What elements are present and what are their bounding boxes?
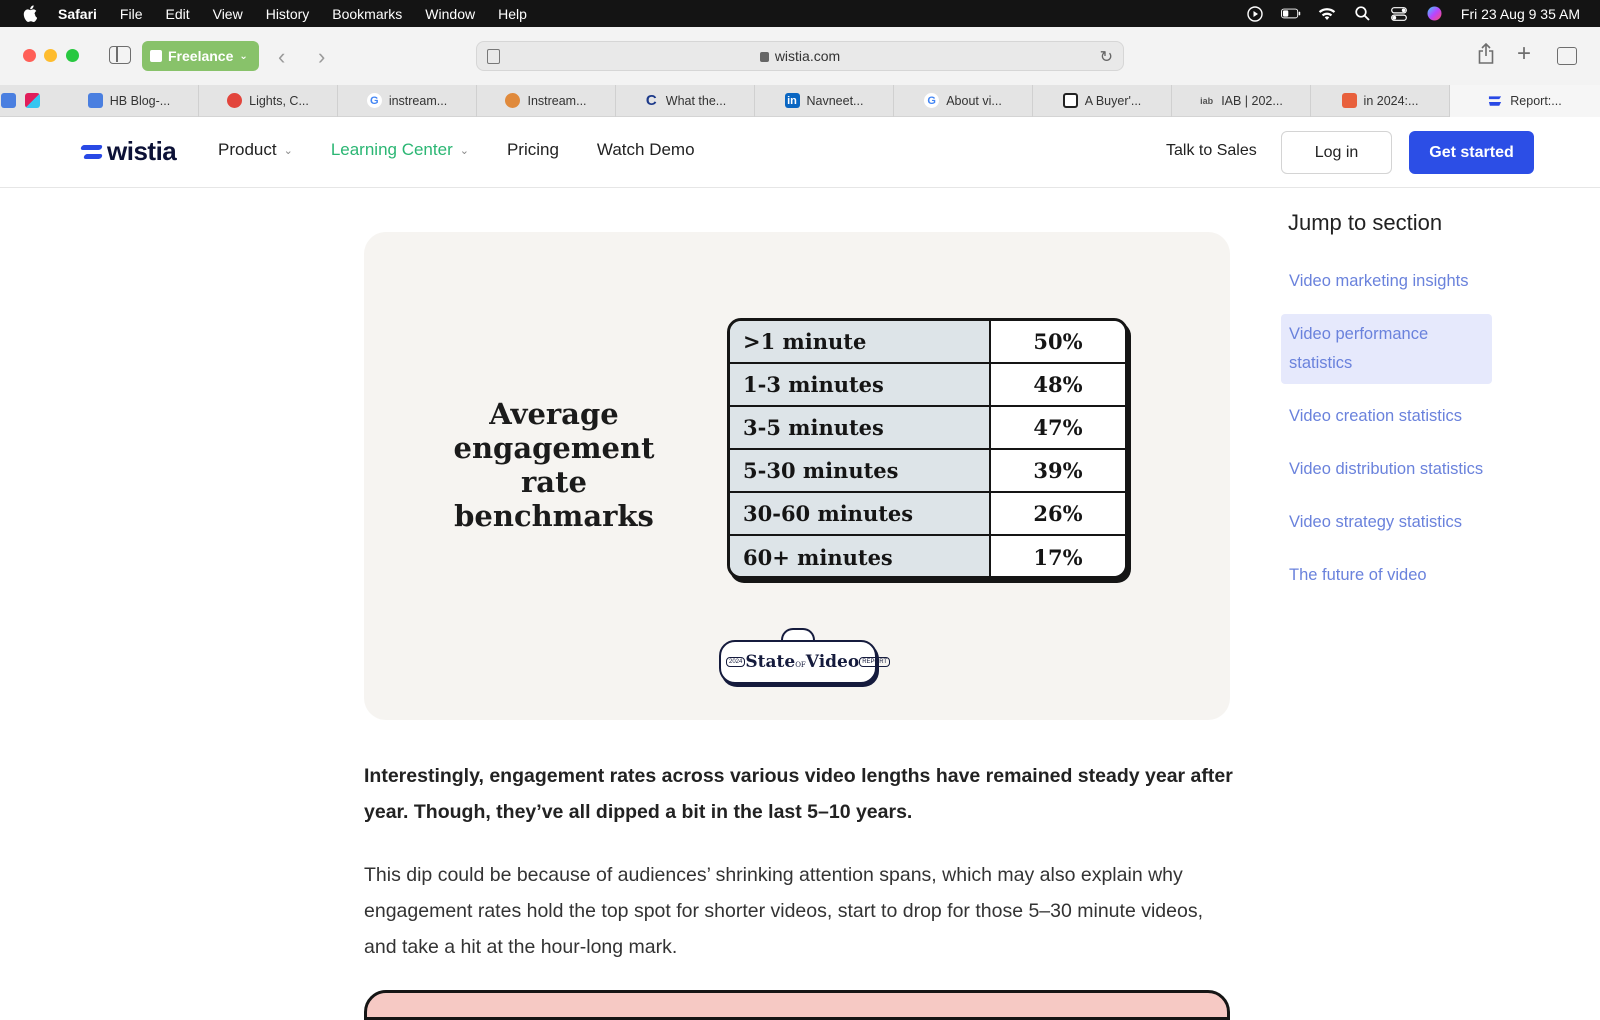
table-row xyxy=(730,450,1125,493)
menu-help[interactable]: Help xyxy=(498,5,527,22)
table-row xyxy=(730,364,1125,407)
window-close-button[interactable] xyxy=(23,49,36,62)
wifi-icon[interactable] xyxy=(1317,6,1337,22)
row-value: 47% xyxy=(991,407,1125,448)
table-row xyxy=(730,493,1125,536)
row-value: 48% xyxy=(991,364,1125,405)
row-label: 1-3 minutes xyxy=(730,364,991,405)
badge-year: 2024 xyxy=(726,657,745,667)
login-button[interactable]: Log in xyxy=(1281,131,1392,174)
jump-link-strategy-statistics[interactable]: Video strategy statistics xyxy=(1289,513,1463,531)
google-icon: G xyxy=(924,93,939,108)
menu-edit[interactable]: Edit xyxy=(165,5,190,22)
google-icon: G xyxy=(367,93,382,108)
macos-menu-bar xyxy=(0,0,1600,27)
battery-icon[interactable] xyxy=(1281,6,1301,22)
site-favicon-icon xyxy=(1063,93,1078,108)
table-row xyxy=(730,321,1125,364)
pinned-tab-slack[interactable] xyxy=(24,85,48,117)
nav-watch-demo[interactable] xyxy=(597,140,695,160)
profile-switcher-button[interactable] xyxy=(142,41,259,71)
jump-to-section-title: Jump to section xyxy=(1288,210,1443,235)
next-infographic-edge xyxy=(364,990,1230,1020)
tab-label: Navneet... xyxy=(806,93,864,108)
linkedin-icon: in xyxy=(785,93,800,108)
menu-app-name[interactable]: Safari xyxy=(58,5,97,22)
slack-icon xyxy=(25,93,40,108)
wistia-icon xyxy=(1488,93,1503,108)
profile-label: Freelance xyxy=(168,48,234,64)
spotlight-search-icon[interactable] xyxy=(1353,6,1373,22)
chevron-down-icon: ⌄ xyxy=(459,144,469,157)
tab-label: HB Blog-... xyxy=(109,93,171,108)
nav-label: Learning Center xyxy=(330,140,453,159)
tab-label: What the... xyxy=(665,93,727,108)
tab-label: About vi... xyxy=(946,93,1002,108)
docs-icon xyxy=(88,93,103,108)
infographic-title: Average engagement rate benchmarks xyxy=(453,397,655,533)
hubspot-icon xyxy=(1342,93,1357,108)
jump-link-distribution-statistics[interactable]: Video distribution statistics xyxy=(1289,460,1484,478)
state-of-video-badge xyxy=(719,628,888,688)
tab-label: IAB | 202... xyxy=(1221,93,1283,108)
play-status-icon[interactable] xyxy=(1245,6,1265,22)
talk-to-sales-link[interactable]: Talk to Sales xyxy=(1166,142,1257,159)
apple-menu-icon[interactable] xyxy=(22,5,38,22)
sidebar-toggle-icon[interactable] xyxy=(109,46,131,64)
row-label: 5-30 minutes xyxy=(730,450,991,491)
menu-window[interactable]: Window xyxy=(425,5,476,22)
badge-report: REPORT xyxy=(859,657,890,667)
tab-label: A Buyer'... xyxy=(1084,93,1142,108)
site-favicon-icon xyxy=(505,93,520,108)
tab-bar xyxy=(0,85,1600,117)
window-zoom-button[interactable] xyxy=(66,49,79,62)
tab-10[interactable] xyxy=(1311,85,1450,117)
tab-6[interactable] xyxy=(755,85,894,117)
docs-icon xyxy=(1,93,16,108)
article-body-paragraph: This dip could be because of audiences’ shrinking attention spans, which may also explain why engagement rates hold the top spot for shorter videos, start to drop for those 5–30 minute videos, and take a hit at the hour-long mark. xyxy=(364,864,1203,958)
pinned-tab-docs[interactable] xyxy=(0,85,24,117)
back-arrow-icon[interactable]: ‹ xyxy=(278,44,286,69)
wistia-logo[interactable] xyxy=(81,136,176,167)
jump-link-performance-statistics[interactable]: Video performance statistics xyxy=(1281,314,1492,384)
chevron-down-icon: ⌄ xyxy=(239,50,248,62)
jump-link-marketing-insights[interactable]: Video marketing insights xyxy=(1289,272,1469,290)
siri-icon[interactable] xyxy=(1425,6,1445,22)
logo-text: wistia xyxy=(107,136,177,166)
menu-file[interactable]: File xyxy=(119,5,143,22)
tab-3[interactable] xyxy=(338,85,477,117)
row-value: 39% xyxy=(991,450,1125,491)
tab-9[interactable] xyxy=(1172,85,1311,117)
nav-product[interactable] xyxy=(218,140,293,160)
page-menu-icon[interactable] xyxy=(487,49,500,64)
tab-label: instream... xyxy=(388,93,448,108)
tab-2[interactable] xyxy=(199,85,338,117)
get-started-button[interactable]: Get started xyxy=(1409,131,1534,174)
jump-to-section-list xyxy=(1281,261,1492,608)
badge-title xyxy=(745,652,859,672)
row-label: 3-5 minutes xyxy=(730,407,991,448)
tab-label: in 2024:... xyxy=(1363,93,1419,108)
site-favicon-icon: C xyxy=(645,92,657,109)
share-icon[interactable] xyxy=(1478,43,1494,70)
iab-icon: iab xyxy=(1200,95,1214,106)
menu-history[interactable]: History xyxy=(265,5,310,22)
address-bar[interactable] xyxy=(476,41,1124,71)
briefcase-icon xyxy=(150,50,162,62)
badge-word-of: OF xyxy=(795,661,806,669)
lock-icon xyxy=(760,52,769,62)
control-center-icon[interactable] xyxy=(1389,6,1409,22)
main-nav xyxy=(218,140,733,160)
window-minimize-button[interactable] xyxy=(44,49,57,62)
safari-toolbar xyxy=(0,27,1600,85)
row-label: 60+ minutes xyxy=(730,536,991,579)
badge-word-state: State xyxy=(745,652,796,672)
table-row xyxy=(730,536,1125,579)
menu-bookmarks[interactable]: Bookmarks xyxy=(332,5,403,22)
nav-label: Pricing xyxy=(506,140,559,159)
jump-link-creation-statistics[interactable]: Video creation statistics xyxy=(1289,407,1463,425)
benchmark-table xyxy=(727,318,1128,579)
site-favicon-icon xyxy=(227,93,242,108)
menubar-datetime[interactable]: Fri 23 Aug 9 35 AM xyxy=(1460,5,1580,22)
tab-label: Instream... xyxy=(527,93,587,108)
chevron-down-icon: ⌄ xyxy=(283,144,293,157)
url-text[interactable]: wistia.com xyxy=(774,48,841,64)
new-tab-icon[interactable]: + xyxy=(1517,40,1532,67)
tab-overview-icon[interactable] xyxy=(1557,47,1577,65)
nav-pricing[interactable] xyxy=(507,140,559,160)
row-label: 30-60 minutes xyxy=(730,493,991,534)
site-header xyxy=(0,118,1600,188)
tab-11-active[interactable] xyxy=(1450,85,1600,117)
forward-arrow-icon[interactable]: › xyxy=(318,44,326,69)
reload-icon[interactable]: ↻ xyxy=(1099,49,1113,66)
engagement-infographic xyxy=(364,232,1230,720)
wistia-logo-icon xyxy=(81,143,104,161)
badge-plate xyxy=(719,640,888,684)
nav-learning-center[interactable] xyxy=(331,140,469,160)
tab-1[interactable] xyxy=(60,85,199,117)
tab-4[interactable] xyxy=(477,85,616,117)
tab-8[interactable] xyxy=(1033,85,1172,117)
tab-label: Lights, C... xyxy=(249,93,309,108)
nav-label: Product xyxy=(218,140,277,159)
row-value: 26% xyxy=(991,493,1125,534)
badge-word-video: Video xyxy=(805,652,860,672)
row-value: 50% xyxy=(991,321,1125,362)
row-value: 17% xyxy=(991,536,1125,579)
table-row xyxy=(730,407,1125,450)
tab-7[interactable] xyxy=(894,85,1033,117)
article-lead-paragraph: Interestingly, engagement rates across various video lengths have remained steady year after year. Though, they’ve all dipped a bit in the last 5–10 years. xyxy=(364,765,1233,823)
menu-view[interactable]: View xyxy=(212,5,243,22)
row-label: >1 minute xyxy=(730,321,991,362)
nav-label: Watch Demo xyxy=(596,140,695,159)
tab-label: Report:... xyxy=(1510,93,1562,108)
tab-5[interactable] xyxy=(616,85,755,117)
jump-link-future-of-video[interactable]: The future of video xyxy=(1289,566,1427,584)
